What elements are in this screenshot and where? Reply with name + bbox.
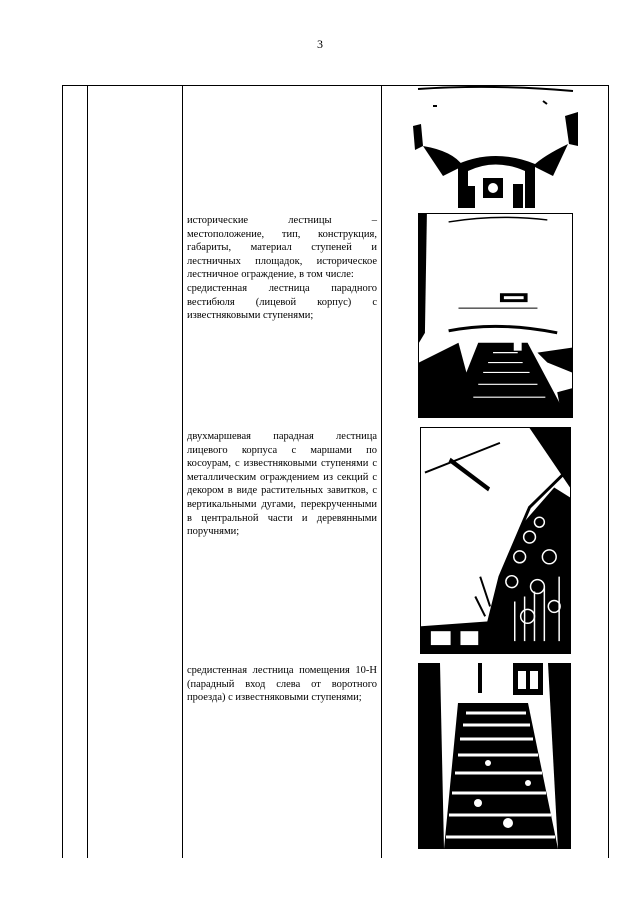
column-divider-1 bbox=[87, 85, 88, 858]
column-divider-2 bbox=[182, 85, 183, 858]
paragraph: средистенная лестница помещения 10-Н (парадный вход слева от воротного проезда) с известняковыми ступенями; bbox=[187, 665, 377, 704]
photo-vaulted-ceiling bbox=[413, 86, 578, 208]
row-text-historic-stairs bbox=[187, 214, 377, 323]
paragraph: двухмаршевая парадная лестница лицевого корпуса с маршами по косоурам, с известняковыми ступенями с металлическим ограждением из секций с декором в виде растительных завитков, с вертикальными дугами, перекрученными в центральной части и деревянными поручнями; bbox=[187, 431, 377, 538]
photo-stone-steps bbox=[418, 663, 571, 849]
page-number: 3 bbox=[317, 37, 323, 51]
table-border-left bbox=[62, 85, 63, 858]
table-border-right bbox=[608, 85, 609, 858]
row-text-two-flight-staircase bbox=[187, 430, 377, 539]
row-text-room-10n-staircase bbox=[187, 664, 377, 705]
photo-railing-staircase bbox=[420, 427, 571, 654]
paragraph: средистенная лестница парадного вестибюля (лицевой корпус) с известняковыми ступенями; bbox=[187, 282, 377, 322]
photo-vestibule-staircase bbox=[418, 213, 573, 418]
column-divider-3 bbox=[381, 85, 382, 858]
paragraph: исторические лестницы – местоположение, тип, конструкция, габариты, материал ступеней и лестничных площадок, историческое лестничное ограждение, в том числе: bbox=[187, 215, 377, 281]
